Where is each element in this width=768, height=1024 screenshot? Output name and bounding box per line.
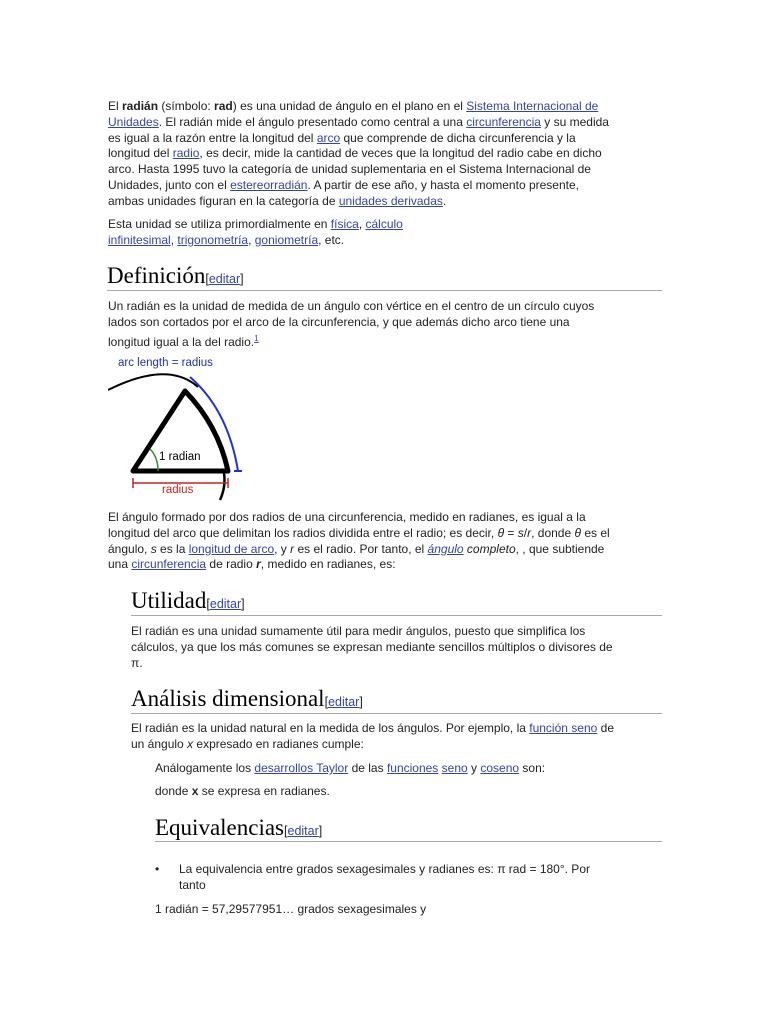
- edit-link-analisis[interactable]: editar: [328, 695, 360, 709]
- list-bullet: •: [155, 862, 160, 876]
- heading-definicion: Definición[editar]: [107, 263, 244, 288]
- intro-line-5: arco. Hasta 1995 tuvo la categoría de unidad suplementaria en el Sistema Internacional de: [108, 162, 591, 177]
- edit-link-utilidad[interactable]: editar: [209, 597, 242, 611]
- link-circunferencia[interactable]: circunferencia: [466, 114, 541, 129]
- link-unidades[interactable]: Unidades: [108, 114, 159, 129]
- footnote-link-1[interactable]: 1: [254, 333, 259, 343]
- intro-line-2: Unidades. El radián mide el ángulo presentado como central a una circunferencia y su medida: [108, 114, 609, 129]
- link-calculo[interactable]: cálculo: [365, 217, 403, 231]
- link-circunferencia-2[interactable]: circunferencia: [131, 557, 207, 572]
- section-rule: [131, 615, 662, 616]
- link-estereorradian[interactable]: estereorradián: [230, 177, 308, 192]
- intro-line-7: ambas unidades figuran en la categoría de unidades derivadas.: [108, 193, 447, 208]
- edit-link-definicion[interactable]: editar: [208, 272, 241, 286]
- link-coseno[interactable]: coseno: [480, 761, 520, 775]
- term-radian: radián: [122, 99, 159, 113]
- link-funciones[interactable]: funciones: [386, 761, 439, 775]
- arc-length-label: arc length = radius: [118, 357, 213, 369]
- intro-line-6: Unidades, junto con el estereorradián. A partir de ese año, y hasta el momento presente,: [108, 177, 579, 192]
- analisis-donde-line: donde x se expresa en radianes.: [155, 784, 330, 798]
- section-rule: [107, 290, 662, 291]
- link-radio[interactable]: radio: [172, 146, 200, 161]
- link-unidades-derivadas[interactable]: unidades derivadas: [338, 193, 443, 208]
- link-longitud-de-arco[interactable]: longitud de arco: [188, 541, 275, 556]
- link-arco[interactable]: arco: [316, 130, 341, 145]
- heading-utilidad: Utilidad[editar]: [131, 588, 245, 613]
- equivalencias-radian-line: 1 radián = 57,29577951… grados sexagesimales y: [155, 902, 427, 916]
- circle-arc-bottom: [220, 473, 225, 500]
- equivalencias-list-item: La equivalencia entre grados sexagesimales y radianes es: π rad = 180°. Por tanto: [179, 862, 590, 892]
- link-desarrollos-taylor[interactable]: desarrollos Taylor: [254, 761, 349, 775]
- circle-arc: [108, 374, 198, 390]
- angle-arc: [150, 449, 158, 471]
- link-angulo[interactable]: ángulo: [427, 541, 464, 556]
- intro-paragraph: [108, 99, 668, 210]
- heading-equivalencias: Equivalencias[editar]: [155, 815, 323, 840]
- utilidad-paragraph: El radián es una unidad sumamente útil para medir ángulos, puesto que simplifica los cálculos, ya que los más comunes se expresan mediante sencillos múltiplos o divisores de π.: [131, 624, 613, 670]
- heading-analisis-dimensional: Análisis dimensional[editar]: [131, 686, 363, 711]
- analisis-taylor-line: Análogamente los desarrollos Taylor de las funciones seno y coseno son:: [155, 761, 546, 775]
- analisis-paragraph: El radián es la unidad natural en la medida de los ángulos. Por ejemplo, la función seno de un ángulo x expresado en radianes cumple:: [131, 721, 614, 751]
- link-goniometria[interactable]: goniometría: [254, 232, 319, 247]
- link-trigonometria[interactable]: trigonometría: [177, 232, 249, 247]
- link-seno[interactable]: seno: [441, 761, 468, 775]
- radian-diagram: [108, 355, 253, 505]
- section-rule: [131, 713, 662, 714]
- intro-paragraph-2: Esta unidad se utiliza primordialmente en física, cálculo infinitesimal, trigonometría, goniometría, etc.: [108, 217, 403, 247]
- link-funcion-seno[interactable]: función seno: [529, 721, 598, 735]
- radius-label: radius: [162, 484, 194, 496]
- intro-line-4: longitud del radio, es decir, mide la cantidad de veces que la longitud del radio cabe en dicho: [108, 146, 602, 161]
- definicion-paragraph-2: El ángulo formado por dos radios de una circunferencia, medido en radianes, es igual a la longitud del arco que delimitan los radios dividida entre el radio; es decir, θ = s/r, donde θ es el ángulo, s es la longitud de arco, y r es el radio. Por tanto, el ángulo completo, , que subtiende una circunferencia de radio r, medido en radianes, es:: [108, 510, 610, 572]
- link-infinitesimal[interactable]: infinitesimal: [108, 232, 171, 247]
- edit-link-equivalencias[interactable]: editar: [287, 824, 319, 838]
- intro-line-1: El radián (símbolo: rad) es una unidad de ángulo en el plano en el Sistema Internacional de: [108, 99, 599, 113]
- link-fisica[interactable]: física: [330, 217, 359, 231]
- section-rule: [155, 841, 662, 842]
- definicion-paragraph: Un radián es la unidad de medida de un ángulo con vértice en el centro de un círculo cuyos lados son cortados por el arco de la circunferencia, y que además dicho arco tiene una longitud igual a la del radio.$^1$: [108, 299, 595, 349]
- link-sistema-internacional[interactable]: Sistema Internacional de: [466, 99, 599, 113]
- intro-line-3: es igual a la razón entre la longitud del arco que comprende de dicha circunferencia y la: [108, 130, 576, 145]
- angle-label: 1 radian: [159, 451, 201, 463]
- term-rad: rad: [214, 99, 233, 113]
